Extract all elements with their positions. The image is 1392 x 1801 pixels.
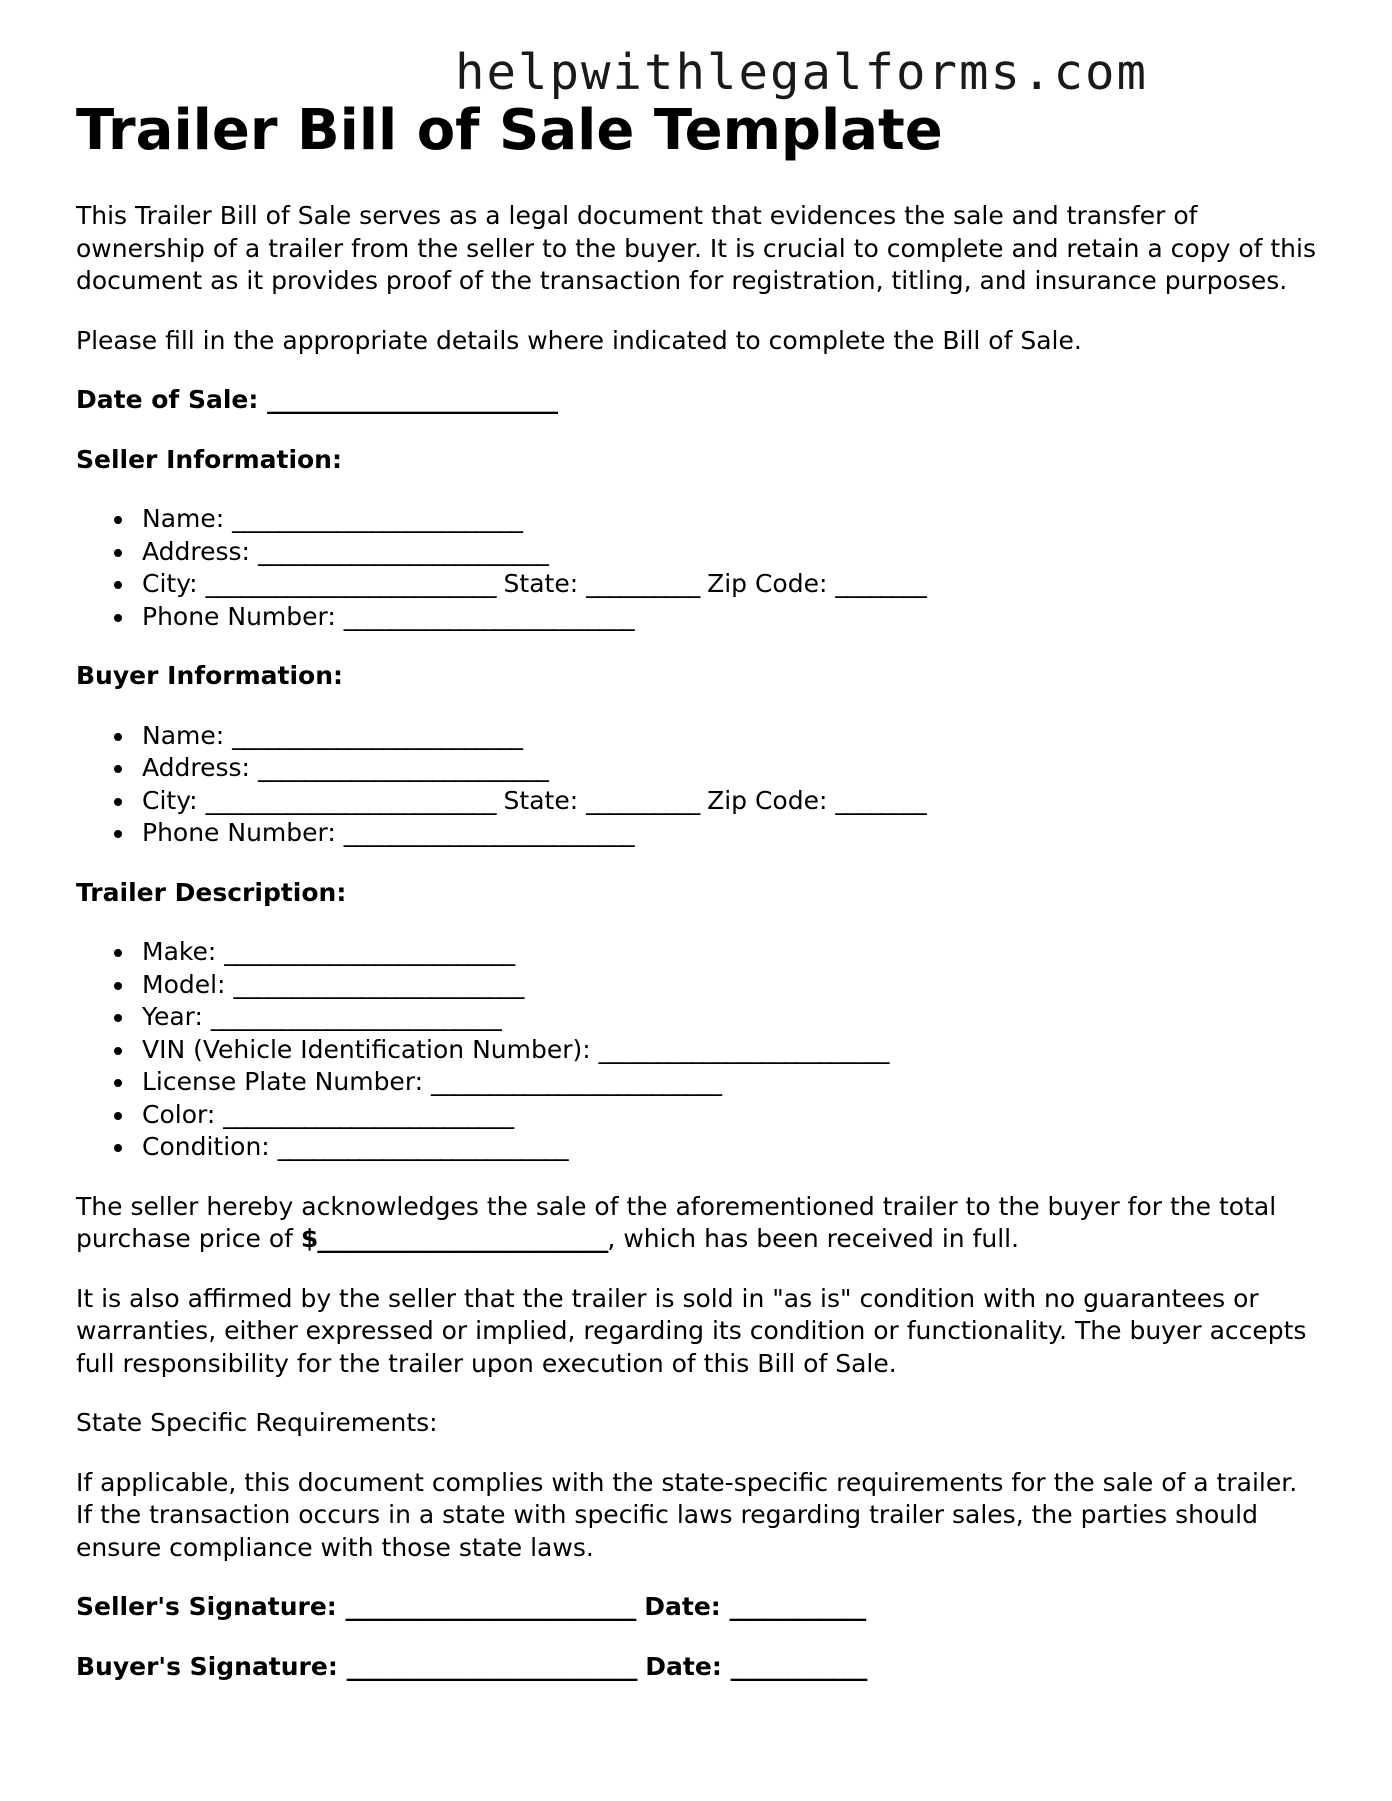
date-of-sale-field[interactable] bbox=[76, 384, 1316, 417]
seller-address-label: Address: bbox=[142, 536, 250, 566]
buyer-zip-label: Zip Code: bbox=[707, 785, 828, 815]
buyer-phone-blank[interactable]: _________________________ bbox=[343, 818, 634, 847]
buyer-info-list bbox=[76, 720, 1316, 850]
list-item bbox=[142, 1034, 1316, 1067]
seller-date-blank[interactable]: ____________ bbox=[729, 1592, 866, 1621]
seller-city-blank[interactable]: _________________________ bbox=[205, 569, 496, 598]
trailer-plate-label: License Plate Number: bbox=[142, 1067, 424, 1096]
seller-state-label: State: bbox=[503, 569, 579, 598]
watermark: helpwithlegalforms.com bbox=[454, 44, 1148, 101]
buyer-signature-row bbox=[76, 1651, 1316, 1684]
acknowledgment-text-before: The seller hereby acknowledges the sale of the aforementioned trailer to the buyer for the total purchase price of bbox=[76, 1191, 1277, 1253]
list-item bbox=[142, 752, 1316, 785]
seller-zip-blank[interactable]: ________ bbox=[835, 569, 926, 598]
seller-signature-blank[interactable]: _________________________ bbox=[345, 1592, 636, 1621]
seller-signature-row bbox=[76, 1591, 1316, 1624]
buyer-signature-blank[interactable]: _________________________ bbox=[346, 1651, 637, 1681]
buyer-zip-blank[interactable]: ________ bbox=[835, 785, 926, 815]
trailer-model-blank[interactable]: _________________________ bbox=[233, 969, 524, 999]
buyer-phone-label: Phone Number: bbox=[142, 818, 336, 847]
trailer-year-blank[interactable]: _________________________ bbox=[210, 1002, 501, 1031]
list-item bbox=[142, 1099, 1316, 1132]
list-item bbox=[142, 1001, 1316, 1034]
list-item bbox=[142, 936, 1316, 969]
trailer-vin-blank[interactable]: _________________________ bbox=[598, 1034, 889, 1064]
state-requirements-paragraph: If applicable, this document complies with the state-specific requirements for the sale of a trailer. If the transaction occurs in a state with specific laws regarding trailer sales, the parties should ensure compliance with those state laws. bbox=[76, 1467, 1298, 1562]
date-of-sale-blank[interactable]: _________________________ bbox=[267, 385, 558, 414]
intro-paragraph: This Trailer Bill of Sale serves as a legal document that evidences the sale and transfer of ownership of a trailer from the seller to the buyer. It is crucial to complete and retain a copy of this document as it provides proof of the transaction for registration, titling, and insurance purposes. bbox=[76, 201, 1316, 295]
buyer-city-label: City: bbox=[142, 785, 198, 815]
trailer-section-heading: Trailer Description: bbox=[76, 877, 347, 907]
buyer-section-heading: Buyer Information: bbox=[76, 661, 344, 690]
buyer-state-label: State: bbox=[503, 785, 579, 815]
seller-signature-label: Seller's Signature: bbox=[76, 1592, 337, 1621]
buyer-name-label: Name: bbox=[142, 720, 225, 750]
trailer-make-blank[interactable]: _________________________ bbox=[224, 937, 515, 966]
document-page bbox=[76, 96, 1316, 1710]
seller-phone-blank[interactable]: _________________________ bbox=[343, 601, 634, 631]
buyer-date-label: Date: bbox=[645, 1651, 722, 1681]
trailer-condition-blank[interactable]: _________________________ bbox=[277, 1132, 568, 1161]
trailer-condition-label: Condition: bbox=[142, 1132, 270, 1161]
list-item bbox=[142, 536, 1316, 569]
seller-info-list bbox=[76, 503, 1316, 633]
list-item bbox=[142, 503, 1316, 536]
trailer-make-label: Make: bbox=[142, 937, 217, 966]
buyer-name-blank[interactable]: _________________________ bbox=[232, 720, 523, 750]
date-of-sale-label: Date of Sale: bbox=[76, 385, 259, 414]
seller-zip-label: Zip Code: bbox=[707, 569, 828, 598]
seller-name-label: Name: bbox=[142, 504, 225, 533]
buyer-date-blank[interactable]: ____________ bbox=[730, 1651, 867, 1681]
trailer-color-blank[interactable]: _________________________ bbox=[223, 1099, 514, 1129]
buyer-state-blank[interactable]: __________ bbox=[586, 785, 700, 815]
as-is-paragraph: It is also affirmed by the seller that the trailer is sold in "as is" condition with no guarantees or warranties, either expressed or implied, regarding its condition or functionality. The buyer accepts full responsibility for the trailer upon execution of this Bill of Sale. bbox=[76, 1283, 1307, 1378]
list-item bbox=[142, 601, 1316, 634]
seller-section-heading: Seller Information: bbox=[76, 444, 342, 474]
trailer-vin-label: VIN (Vehicle Identification Number): bbox=[142, 1034, 591, 1064]
purchase-price-blank[interactable]: $_________________________ bbox=[300, 1224, 608, 1253]
list-item bbox=[142, 817, 1316, 850]
seller-state-blank[interactable]: __________ bbox=[586, 569, 700, 598]
instructions-paragraph: Please fill in the appropriate details where indicated to complete the Bill of Sale. bbox=[76, 325, 1082, 355]
trailer-plate-blank[interactable]: _________________________ bbox=[431, 1067, 722, 1096]
list-item bbox=[142, 1066, 1316, 1099]
trailer-model-label: Model: bbox=[142, 969, 226, 999]
trailer-color-label: Color: bbox=[142, 1099, 216, 1129]
list-item bbox=[142, 1131, 1316, 1164]
list-item bbox=[142, 969, 1316, 1002]
acknowledgment-text-after: , which has been received in full. bbox=[607, 1224, 1020, 1253]
trailer-description-list bbox=[76, 936, 1316, 1164]
seller-date-label: Date: bbox=[644, 1592, 721, 1621]
seller-city-label: City: bbox=[142, 569, 198, 598]
buyer-signature-label: Buyer's Signature: bbox=[76, 1651, 338, 1681]
list-item bbox=[142, 785, 1316, 818]
buyer-address-label: Address: bbox=[142, 753, 250, 782]
trailer-year-label: Year: bbox=[142, 1002, 203, 1031]
seller-address-blank[interactable]: _________________________ bbox=[257, 536, 548, 566]
buyer-city-blank[interactable]: _________________________ bbox=[205, 785, 496, 815]
list-item bbox=[142, 720, 1316, 753]
state-requirements-heading: State Specific Requirements: bbox=[76, 1408, 438, 1437]
page-title: Trailer Bill of Sale Template bbox=[76, 98, 943, 163]
seller-phone-label: Phone Number: bbox=[142, 601, 336, 631]
seller-name-blank[interactable]: _________________________ bbox=[232, 504, 523, 533]
buyer-address-blank[interactable]: _________________________ bbox=[257, 753, 548, 782]
acknowledgment-paragraph bbox=[76, 1191, 1316, 1256]
list-item bbox=[142, 568, 1316, 601]
